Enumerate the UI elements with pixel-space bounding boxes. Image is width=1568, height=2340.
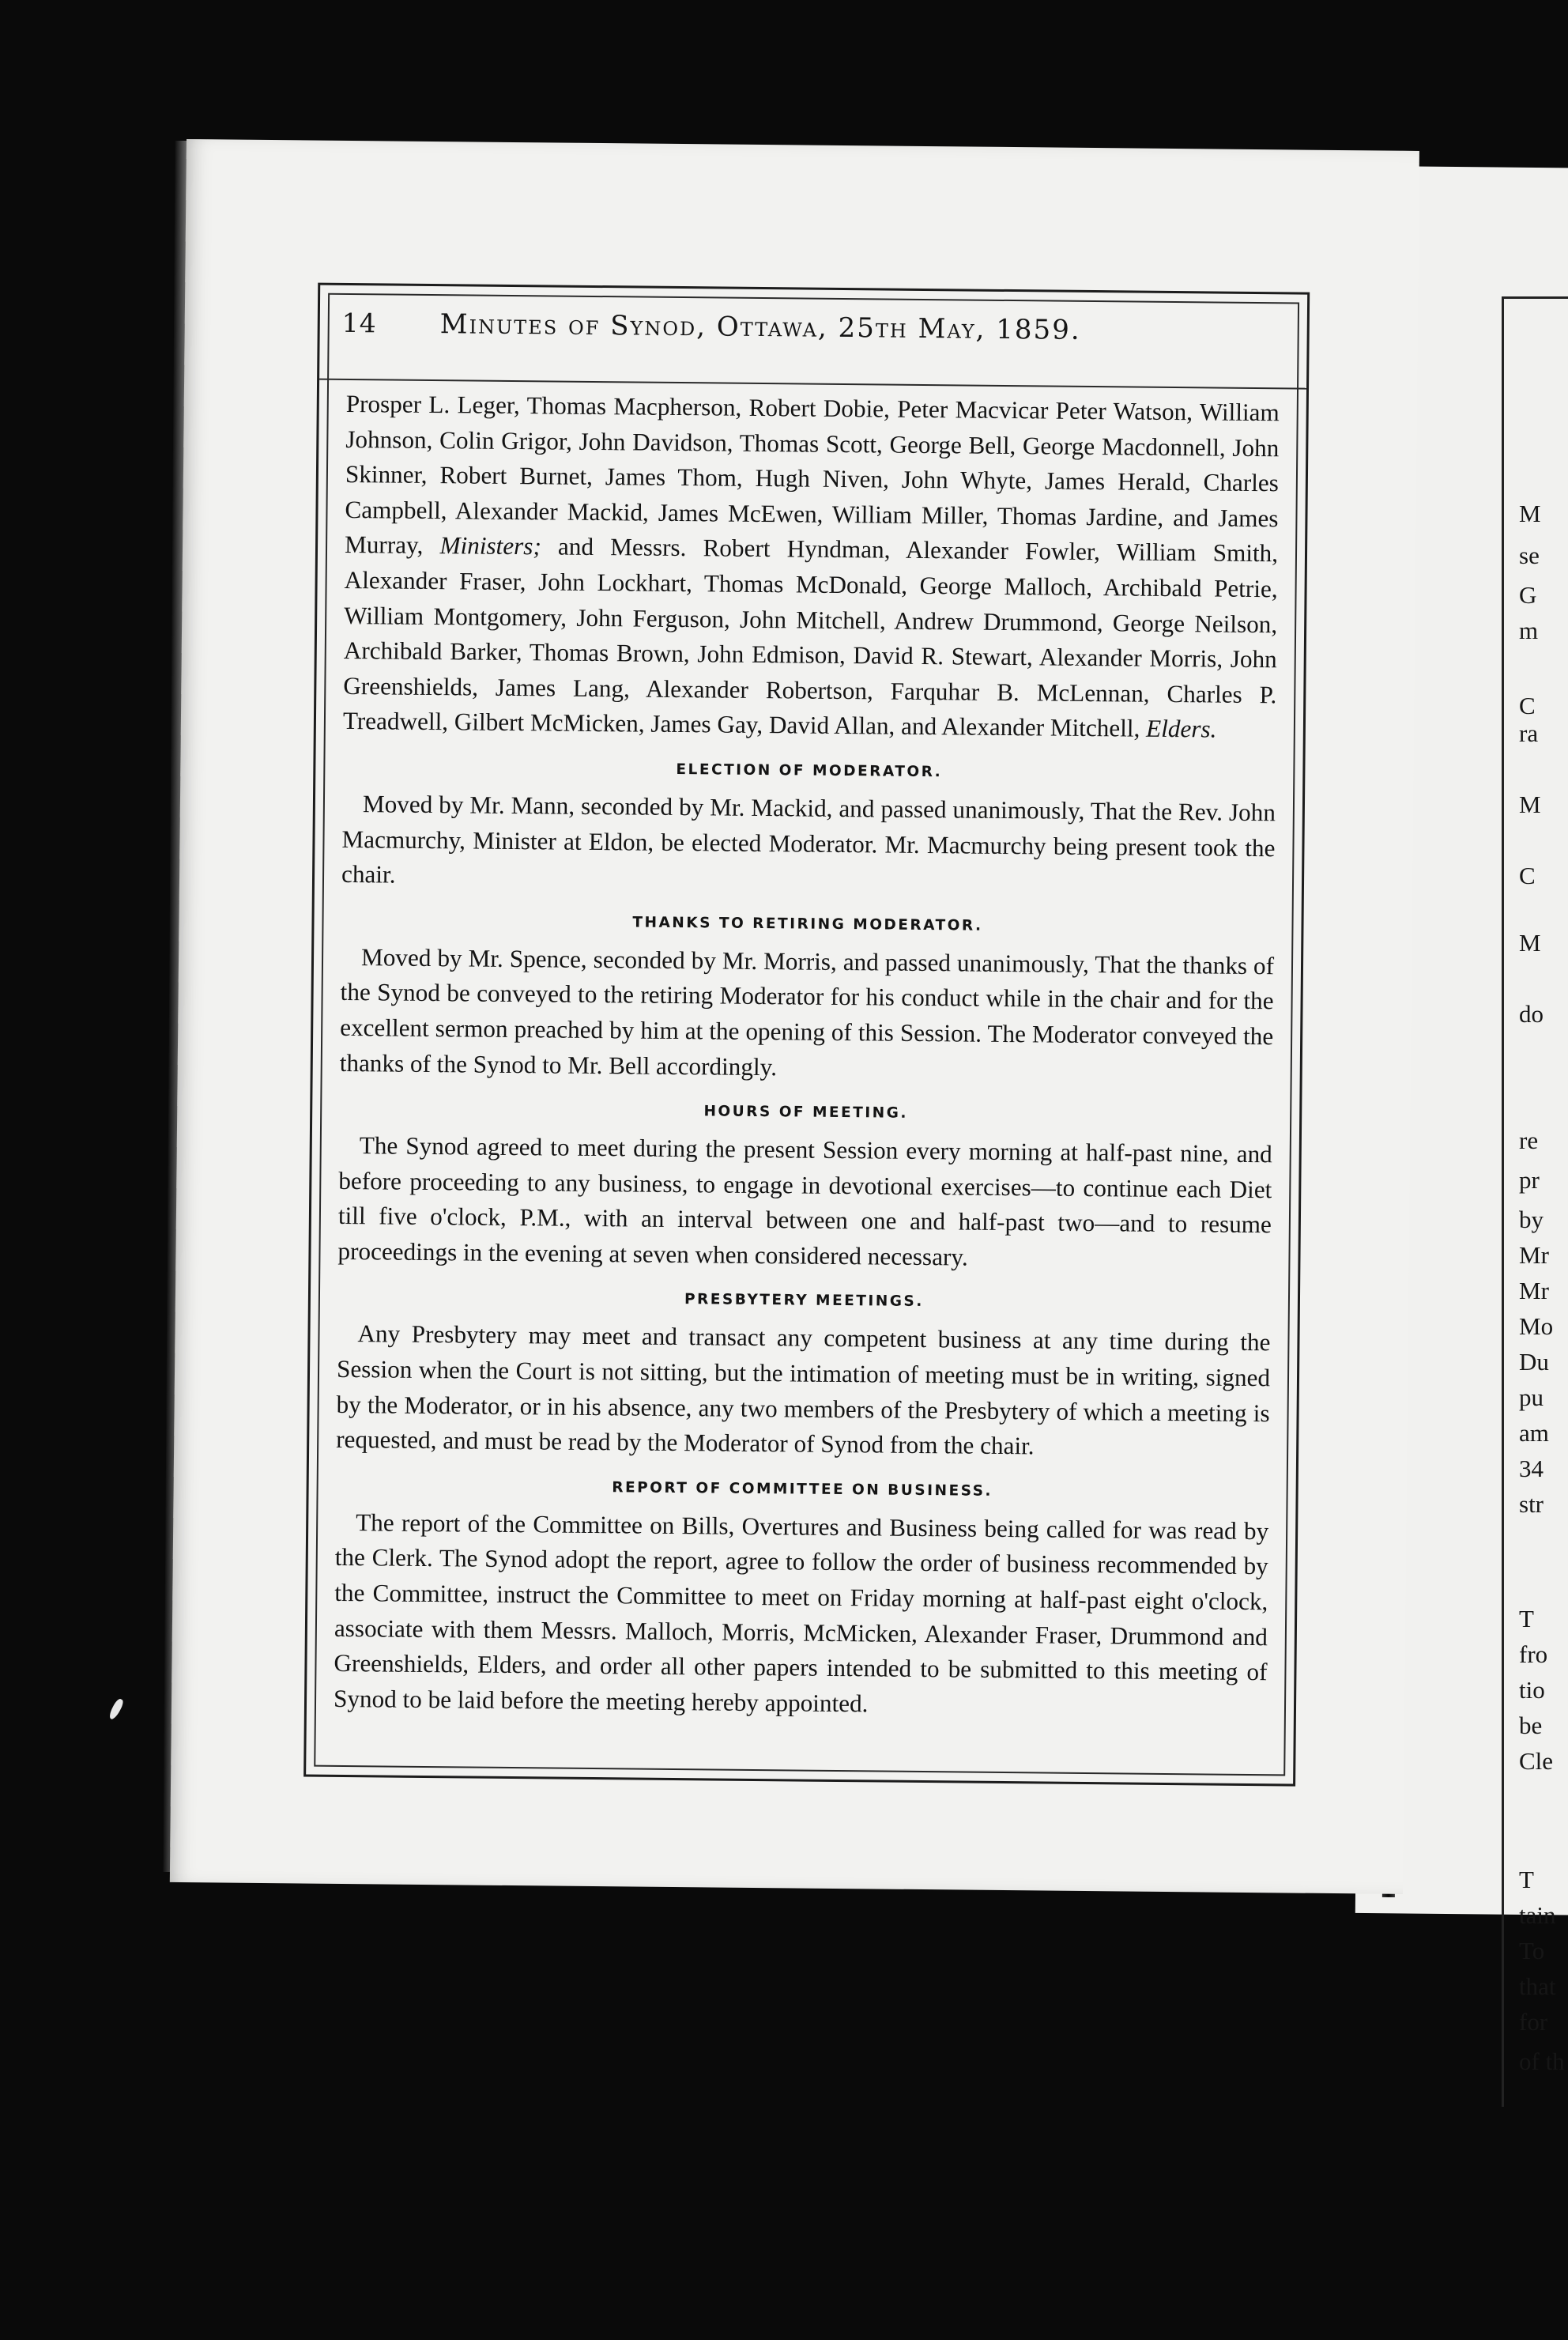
book-page bbox=[170, 139, 1419, 1894]
facing-page-fragment: that bbox=[1519, 1972, 1556, 2000]
section-heading-business: REPORT OF COMMITTEE ON BUSINESS. bbox=[612, 1479, 993, 1500]
facing-page-fragment: M bbox=[1519, 929, 1541, 957]
facing-page-fragment: of th bbox=[1519, 2048, 1565, 2075]
section-heading-election: ELECTION OF MODERATOR. bbox=[676, 760, 943, 781]
facing-page-fragment: m bbox=[1519, 617, 1539, 644]
facing-page-fragment: Du bbox=[1519, 1348, 1549, 1376]
facing-page-fragment: re bbox=[1519, 1127, 1539, 1154]
ministers-label: Ministers; bbox=[439, 531, 541, 560]
facing-page-fragment: for bbox=[1519, 2008, 1548, 2036]
attendance-paragraph bbox=[343, 387, 1280, 748]
section-heading-hours: HOURS OF MEETING. bbox=[703, 1103, 909, 1122]
running-title: Minutes of Synod, Ottawa, 25th May, 1859. bbox=[439, 308, 1081, 346]
facing-page-fragment: M bbox=[1519, 500, 1541, 527]
elders-label: Elders. bbox=[1145, 715, 1217, 743]
facing-page-fragment: se bbox=[1519, 542, 1540, 569]
scan-speck bbox=[107, 1697, 125, 1720]
facing-page-fragment: To bbox=[1519, 1937, 1545, 1964]
facing-page-fragment: ra bbox=[1519, 719, 1539, 747]
section-heading-presbytery: PRESBYTERY MEETINGS. bbox=[684, 1291, 924, 1311]
facing-page-fragment: Mr bbox=[1519, 1277, 1549, 1304]
section-text-business: The report of the Committee on Bills, Overtures and Business being called for was read by the Clerk. The Synod adopt the report, agree to follow the order of business recommended by the Committee, instruct the Committee to meet on Friday morning at half-past eight o'clock, associate with them Messrs. Malloch, Morris, McMicken, Alexander Fraser, Drummond and Greenshields, Elders, and order all other papers intended to be submitted to this meeting of Synod to be laid before the meeting hereby appointed. bbox=[333, 1508, 1269, 1718]
attendance-elders-list: and Messrs. Robert Hyndman, Alexander Fowler, William Smith, Alexander Fraser, John Lockhart, Thomas McDonald, George Malloch, Archibald Petrie, William Montgomery, John Ferguson, John Mitchell, Andrew Drummond, George Neilson, Archibald Barker, Thomas Brown, John Edmison, David R. Stewart, Alexander Morris, John Greenshields, James Lang, Alexander Robertson, Farquhar B. McLennan, Charles P. Treadwell, Gilbert McMicken, James Gay, David Allan, and Alexander Mitchell, bbox=[342, 532, 1279, 742]
facing-page-fragment: C bbox=[1519, 862, 1536, 889]
facing-page-fragment: C bbox=[1519, 692, 1536, 719]
text-frame bbox=[303, 283, 1310, 1787]
facing-page-fragment: M bbox=[1519, 791, 1541, 818]
facing-page-fragment: pr bbox=[1519, 1166, 1540, 1194]
facing-page-fragment: str bbox=[1519, 1490, 1544, 1518]
section-heading-thanks: THANKS TO RETIRING MODERATOR. bbox=[632, 914, 983, 934]
facing-page-fragment: 34 bbox=[1519, 1455, 1544, 1482]
section-text-presbytery: Any Presbytery may meet and transact any competent business at any time during the Session when the Court is not sitting, but the intimation of meeting must be in writing, signed by the Moderator, or in his absence, any two members of the Presbytery of which a meeting is requested, and must be read by the Moderator of Synod from the chair. bbox=[336, 1319, 1271, 1460]
facing-page-fragment: am bbox=[1519, 1419, 1549, 1447]
facing-page-fragment: Mo bbox=[1519, 1312, 1554, 1340]
facing-page-fragment: Cle bbox=[1519, 1747, 1554, 1775]
facing-page-fragment: by bbox=[1519, 1206, 1544, 1233]
section-text-thanks: Moved by Mr. Spence, seconded by Mr. Morris, and passed unanimously, That the thanks of the Synod be conveyed to the retiring Moderator for his conduct while in the chair and for the excellent sermon preached by him at the opening of this Session. The Moderator conveyed the thanks of the Synod to Mr. Bell accordingly. bbox=[339, 942, 1275, 1081]
facing-page-fragment: pu bbox=[1519, 1383, 1544, 1411]
facing-page-fragment: T bbox=[1519, 1866, 1534, 1893]
section-text-election: Moved by Mr. Mann, seconded by Mr. Mackid, and passed unanimously, That the Rev. John Macmurchy, Minister at Eldon, be elected Moderator. Mr. Macmurchy being present took the chair. bbox=[341, 790, 1276, 889]
facing-page-fragment: Mr bbox=[1519, 1241, 1549, 1269]
page-body bbox=[334, 387, 1280, 1726]
attendance-ministers-list: Prosper L. Leger, Thomas Macpherson, Robert Dobie, Peter Macvicar Peter Watson, William Johnson, Colin Grigor, John Davidson, Thomas Scott, George Bell, George Macdonnell, John Skinner, Robert Burnet, James Thom, Hugh Niven, John Whyte, James Herald, Charles Campbell, Alexander Mackid, James McEwen, William Miller, Thomas Jardine, and James Murray, bbox=[344, 389, 1280, 560]
facing-page-fragment: G bbox=[1519, 581, 1537, 609]
section-text-hours: The Synod agreed to meet during the present Session every morning at half-past nine, and before proceeding to any business, to engage in devotional exercises—to continue each Diet till five o'clock, P.M., with an interval between one and half-past two—and to resume proceedings in the evening at seven when considered necessary. bbox=[337, 1131, 1272, 1271]
facing-page-fragment: tio bbox=[1519, 1676, 1545, 1704]
facing-page-fragment: T bbox=[1519, 1605, 1534, 1632]
page-number: 14 bbox=[341, 307, 377, 339]
facing-page-fragment: be bbox=[1519, 1712, 1543, 1739]
facing-page-fragment: fro bbox=[1519, 1640, 1548, 1668]
facing-page-fragment: do bbox=[1519, 1000, 1544, 1028]
facing-page-fragment: tain bbox=[1519, 1901, 1556, 1929]
